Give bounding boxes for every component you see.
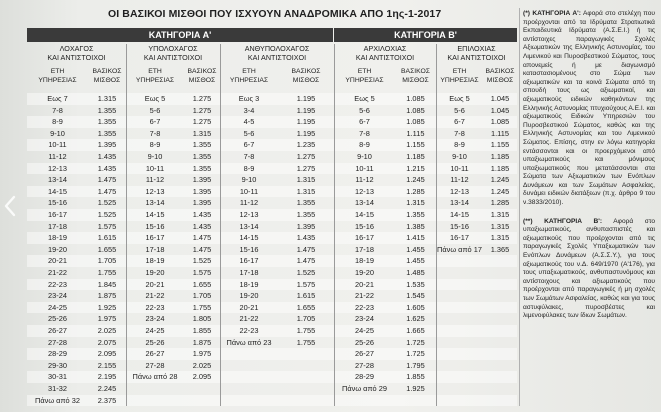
salary-cell: 1.315: [490, 233, 510, 243]
salary-cell: 1.235: [296, 140, 316, 150]
years-cell: 7-8: [243, 152, 255, 161]
column-header-years: ΕΤΗ ΥΠΗΡΕΣΙΑΣ: [345, 68, 384, 84]
salary-cell: 1.275: [192, 94, 212, 103]
salary-cell: 1.925: [406, 384, 425, 393]
years-cell: 16-17: [145, 233, 165, 243]
column-divider: [519, 8, 520, 406]
note-heading: (*) ΚΑΤΗΓΟΡΙΑ Α':: [523, 10, 581, 17]
years-cell: 20-21: [145, 279, 165, 289]
salary-cell: 1.395: [97, 140, 117, 150]
salary-cell: 1.195: [296, 94, 316, 103]
years-cell: Εως 7: [47, 94, 68, 103]
note-text: Αφορά στο στελέχη που προέρχονται από τα Ιδρύματα Στρατιωτικά Εκπαιδευτικά Ιδρύματα (Α.Σ.Ε.Ι.) ή τις αντίστοιχες παραγωγικές Σχολές Αξιωματικών της Ελληνικής Αστυνομίας, του Λιμενικού και Πυροσβεστικού Σώματος, τους απονεμείς ή με διαγωνισμό καταστασιομένους στο Σώμα των αξιωματικών και τα κοινά Σώματα από τη σπουδή τους ως αξιωματικοί, και αξιωματικούς ειδικών καθηκόντων της Ελληνικής Αστυνομίας πτυχιούχους Α.Ε.Ι. και αξιωματικούς Ειδικών Υπηρεσιών του Πυροσβεστικού Σώματος, καθώς και της Ελληνικής Αστυνομίας και του Λιμενικού Σώματος. Επίσης, στην εν λόγω κατηγορία εντάσσονται και οι προερχόμενοι από υπαξιωματικούς και μόνιμους υπαξιωματικούς που μετατάσσονται στα Σώματα των Αξιωματικών των Ενόπλων Δυνάμεων και των Σωμάτων Ασφαλείας, δυνάμει ειδικών διατάξεων (π.χ. άρθρο 9 του ν.3833/2010).: [523, 10, 655, 207]
years-cell: 29-30: [48, 360, 67, 370]
years-cell: 15-16: [239, 244, 259, 254]
years-cell: 7-8: [454, 128, 465, 138]
years-cell: Πάνω από 17: [437, 244, 482, 254]
salary-cell: 1.655: [192, 279, 212, 289]
salary-cell: 1.315: [192, 128, 212, 138]
salary-cell: 1.475: [192, 244, 212, 254]
salary-cell: 2.245: [97, 384, 117, 393]
salary-cell: 1.525: [192, 256, 212, 266]
salary-cell: 1.455: [406, 256, 425, 266]
salary-cell: 1.845: [97, 279, 117, 289]
years-cell: 9-10: [452, 152, 467, 161]
years-cell: 23-24: [145, 314, 165, 324]
salary-cell: 1.085: [406, 117, 425, 127]
salary-cell: 2.195: [97, 372, 117, 382]
note-category-b: [523, 218, 655, 321]
years-cell: 7-8: [149, 128, 161, 138]
salary-cell: 1.155: [490, 140, 510, 150]
salary-cell: 1.655: [296, 302, 316, 312]
salary-cell: 1.605: [406, 302, 425, 312]
note-text: Αφορά στο υπαξιωματικούς, ανθυπασπιστές και αξιωματικούς που προέρχονται από τις παραγωγικές Σχολές Υπαξιωματικών των Ενόπλων Δυνάμεων (Α.Σ.Σ.Υ.), για τους αξιωματικούς του ν.Δ. 649/1970 (Α'176), για τους υπαξιωματικούς, ανθυπαστυνόμους και αντίστοιχους και αξιωματικούς που προέρχονται από παραγωγικές ή μη σχολές των Σωμάτων Ασφαλείας, καθώς και για τους αστυφύλακες, πυροσβέστες και λιμενοφύλακες των ίδιων Σωμάτων.: [523, 217, 655, 320]
salary-cell: 1.435: [192, 210, 212, 219]
salary-cell: 1.525: [97, 198, 117, 208]
salary-cell: 1.725: [406, 349, 425, 359]
page-title: ΟΙ ΒΑΣΙΚΟΙ ΜΙΣΘΟΙ ΠΟΥ ΙΣΧΥΟΥΝ ΑΝΑΔΡΟΜΙΚΑ ΑΠΟ 1ης-1-2017: [108, 8, 442, 20]
years-cell: 12-13: [355, 186, 374, 196]
salary-cell: 1.315: [490, 210, 510, 219]
years-cell: 22-23: [355, 302, 374, 312]
salary-cell: 1.085: [490, 117, 510, 127]
years-cell: 6-7: [359, 117, 370, 127]
years-cell: 10-11: [48, 140, 67, 150]
years-cell: 14-15: [450, 210, 469, 219]
salary-cell: 1.195: [296, 105, 316, 115]
years-cell: 23-24: [48, 291, 67, 301]
years-cell: 10-11: [450, 163, 469, 173]
salary-cell: 1.315: [406, 198, 425, 208]
years-cell: 5-6: [149, 105, 161, 115]
years-cell: Εως 5: [144, 94, 166, 103]
salary-cell: 1.975: [192, 349, 212, 359]
years-cell: 21-22: [355, 291, 374, 301]
years-cell: 14-15: [355, 210, 374, 219]
years-cell: 19-20: [239, 291, 259, 301]
salary-cell: 1.085: [406, 94, 425, 103]
salary-cell: 1.475: [296, 256, 316, 266]
years-cell: 12-13: [239, 210, 259, 219]
years-cell: 18-19: [355, 256, 374, 266]
years-cell: 22-23: [145, 302, 165, 312]
salary-cell: 1.195: [296, 128, 316, 138]
years-cell: 5-6: [454, 105, 465, 115]
salary-cell: 1.755: [192, 302, 212, 312]
years-cell: Πάνω από 32: [35, 395, 80, 405]
years-cell: 6-7: [149, 117, 161, 127]
column-header-salary: ΒΑΣΙΚΟΣ ΜΙΣΘΟΣ: [92, 68, 122, 84]
years-cell: 8-9: [149, 140, 161, 150]
years-cell: 27-28: [48, 337, 67, 347]
note-heading: (**) ΚΑΤΗΓΟΡΙΑ Β':: [523, 217, 603, 225]
column-header-salary: ΒΑΣΙΚΟΣ ΜΙΣΘΟΣ: [291, 68, 321, 84]
salary-cell: 1.575: [192, 268, 212, 277]
category-a-header: ΚΑΤΗΓΟΡΙΑ Α': [27, 28, 333, 42]
salary-cell: 1.875: [192, 337, 212, 347]
years-cell: 14-15: [48, 186, 67, 196]
years-cell: 13-14: [239, 221, 259, 231]
salary-cell: 1.355: [406, 210, 425, 219]
years-cell: 17-18: [355, 244, 374, 254]
years-cell: 11-12: [145, 175, 165, 185]
salary-cell: 1.925: [97, 302, 117, 312]
years-cell: 15-16: [145, 221, 165, 231]
salary-cell: 1.435: [97, 163, 117, 173]
years-cell: 11-12: [355, 175, 374, 185]
salary-cell: 1.435: [97, 152, 117, 161]
salary-cell: 1.045: [490, 105, 510, 115]
salary-cell: 1.625: [406, 314, 425, 324]
salary-cell: 2.375: [97, 395, 117, 405]
years-cell: 28-29: [48, 349, 67, 359]
salary-cell: 1.525: [97, 210, 117, 219]
salary-cell: 1.395: [192, 198, 212, 208]
years-cell: 13-14: [450, 198, 469, 208]
salary-cell: 1.475: [97, 175, 117, 185]
salary-cell: 1.575: [296, 279, 316, 289]
salary-cell: 1.855: [406, 372, 425, 382]
years-cell: 7-8: [52, 105, 63, 115]
salary-cell: 1.475: [192, 233, 212, 243]
years-cell: 21-22: [145, 291, 165, 301]
years-cell: Πάνω από 28: [132, 372, 178, 382]
salary-cell: 1.655: [97, 244, 117, 254]
salary-cell: 1.475: [296, 244, 316, 254]
salary-cell: 1.365: [490, 244, 510, 254]
column-header-salary: ΒΑΣΙΚΟΣ ΜΙΣΘΟΣ: [401, 68, 430, 84]
years-cell: 25-26: [48, 314, 67, 324]
salary-cell: 1.355: [296, 198, 316, 208]
note-category-a: [523, 10, 655, 208]
rank-header: ΕΠΙΛΟΧΙΑΣ ΚΑΙ ΑΝΤΙΣΤΟΙΧΟΙ: [447, 44, 506, 62]
years-cell: 17-18: [48, 221, 67, 231]
years-cell: 17-18: [145, 244, 165, 254]
years-cell: 15-16: [450, 221, 469, 231]
salary-cell: 1.355: [296, 210, 316, 219]
salary-cell: 1.665: [406, 326, 425, 335]
salary-cell: 1.875: [97, 291, 117, 301]
years-cell: 21-22: [239, 314, 259, 324]
years-cell: 14-15: [145, 210, 165, 219]
salary-cell: 1.215: [406, 163, 425, 173]
years-cell: 19-20: [145, 268, 165, 277]
years-cell: 9-10: [241, 175, 257, 185]
years-cell: 10-11: [145, 163, 165, 173]
years-cell: 8-9: [359, 140, 370, 150]
years-cell: 3-4: [243, 105, 255, 115]
salary-cell: 1.395: [192, 175, 212, 185]
years-cell: 12-13: [48, 163, 67, 173]
years-cell: 26-27: [355, 349, 374, 359]
years-cell: 18-19: [239, 279, 259, 289]
years-cell: 26-27: [48, 326, 67, 335]
years-cell: 18-19: [145, 256, 165, 266]
years-cell: 15-16: [355, 221, 374, 231]
salary-cell: 1.395: [296, 221, 316, 231]
salary-cell: 1.725: [406, 337, 425, 347]
column-header-years: ΕΤΗ ΥΠΗΡΕΣΙΑΣ: [38, 68, 77, 84]
years-cell: 25-26: [145, 337, 165, 347]
years-cell: 10-11: [239, 186, 259, 196]
years-cell: 7-8: [359, 128, 370, 138]
salary-cell: 1.975: [97, 314, 117, 324]
years-cell: 16-17: [450, 233, 469, 243]
salary-cell: 1.195: [296, 117, 316, 127]
salary-cell: 1.525: [296, 268, 316, 277]
years-cell: 20-21: [355, 279, 374, 289]
salary-cell: 1.185: [490, 163, 510, 173]
salary-cell: 1.805: [192, 314, 212, 324]
years-cell: Εως 5: [354, 94, 375, 103]
years-cell: 21-22: [48, 268, 67, 277]
salary-cell: 1.705: [97, 256, 117, 266]
rank-header: ΥΠΟΛΟΧΑΓΟΣ ΚΑΙ ΑΝΤΙΣΤΟΙΧΟΙ: [143, 44, 203, 62]
years-cell: 12-13: [145, 186, 165, 196]
years-cell: 16-17: [48, 210, 67, 219]
salary-cell: 1.535: [406, 279, 425, 289]
salary-cell: 1.485: [406, 268, 425, 277]
years-cell: 11-12: [239, 198, 259, 208]
salary-cell: 1.575: [97, 221, 117, 231]
salary-cell: 1.415: [406, 233, 425, 243]
salary-cell: 1.705: [192, 291, 212, 301]
years-cell: 6-7: [454, 117, 465, 127]
years-cell: 11-12: [48, 152, 67, 161]
years-cell: 8-9: [243, 163, 255, 173]
years-cell: 26-27: [145, 349, 165, 359]
years-cell: 8-9: [52, 117, 63, 127]
salary-cell: 1.355: [97, 128, 117, 138]
years-cell: 10-11: [355, 163, 374, 173]
years-cell: Πάνω από 29: [342, 384, 387, 393]
salary-cell: 1.315: [490, 221, 510, 231]
years-cell: 24-25: [355, 326, 374, 335]
salary-cell: 1.045: [490, 94, 510, 103]
salary-cell: 1.115: [491, 128, 509, 138]
salary-cell: 1.355: [192, 140, 212, 150]
salary-cell: 2.095: [97, 349, 117, 359]
years-cell: 8-9: [454, 140, 465, 150]
column-header-salary: ΒΑΣΙΚΟΣ ΜΙΣΘΟΣ: [187, 68, 217, 84]
years-cell: 19-20: [355, 268, 374, 277]
salary-cell: 1.475: [97, 186, 117, 196]
salary-cell: 1.275: [192, 105, 212, 115]
years-cell: Πάνω από 23: [226, 337, 272, 347]
salary-cell: 1.755: [296, 337, 316, 347]
salary-cell: 1.115: [406, 128, 425, 138]
years-cell: 19-20: [48, 244, 67, 254]
column-header-years: ΕΤΗ ΥΠΗΡΕΣΙΑΣ: [440, 68, 479, 84]
years-cell: 5-6: [359, 105, 370, 115]
years-cell: 13-14: [355, 198, 374, 208]
salary-cell: 1.855: [192, 326, 212, 335]
years-cell: 20-21: [48, 256, 67, 266]
salary-cell: 1.275: [296, 152, 316, 161]
salary-cell: 1.705: [296, 314, 316, 324]
years-cell: 25-26: [355, 337, 374, 347]
salary-cell: 1.755: [97, 268, 117, 277]
salary-cell: 1.435: [192, 221, 212, 231]
salary-cell: 1.315: [296, 175, 316, 185]
rank-header: ΑΝΘΥΠΟΛΟΧΑΓΟΣ ΚΑΙ ΑΝΤΙΣΤΟΙΧΟΙ: [244, 44, 310, 62]
salary-cell: 1.285: [406, 186, 425, 196]
salary-cell: 1.355: [192, 163, 212, 173]
salary-cell: 1.245: [406, 175, 425, 185]
years-cell: 30-31: [48, 372, 67, 382]
salary-cell: 1.245: [490, 175, 510, 185]
footnotes: [523, 10, 655, 410]
salary-cell: 1.355: [97, 117, 117, 127]
years-cell: 27-28: [145, 360, 165, 370]
salary-cell: 2.025: [97, 326, 117, 335]
salary-cell: 1.355: [192, 152, 212, 161]
column-header-years: ΕΤΗ ΥΠΗΡΕΣΙΑΣ: [135, 68, 175, 84]
years-cell: 22-23: [239, 326, 259, 335]
salary-cell: 1.315: [296, 186, 316, 196]
salary-cell: 1.185: [490, 152, 510, 161]
years-cell: 24-25: [48, 302, 67, 312]
salary-cell: 1.455: [406, 244, 425, 254]
years-cell: 31-32: [48, 384, 67, 393]
years-cell: 27-28: [355, 360, 374, 370]
salary-cell: 2.025: [192, 360, 212, 370]
salary-cell: 1.755: [296, 326, 316, 335]
years-cell: 24-25: [145, 326, 165, 335]
chevron-left-icon[interactable]: [2, 195, 18, 217]
years-cell: 13-14: [48, 175, 67, 185]
salary-cell: 1.615: [296, 291, 316, 301]
years-cell: Εως 3: [238, 94, 260, 103]
salary-cell: 1.085: [406, 105, 425, 115]
salary-cell: 2.095: [192, 372, 212, 382]
years-cell: 15-16: [48, 198, 67, 208]
salary-cell: 1.395: [192, 186, 212, 196]
years-cell: 17-18: [239, 268, 259, 277]
rank-header: ΑΡΧΙΛΟΧΙΑΣ ΚΑΙ ΑΝΤΙΣΤΟΙΧΟΙ: [355, 44, 415, 62]
salary-cell: 1.285: [490, 198, 510, 208]
years-cell: 20-21: [239, 302, 259, 312]
salary-cell: 1.245: [490, 186, 510, 196]
years-cell: 23-24: [355, 314, 374, 324]
salary-cell: 1.355: [97, 105, 117, 115]
salary-cell: 1.275: [296, 163, 316, 173]
years-cell: 16-17: [355, 233, 374, 243]
column-header-years: ΕΤΗ ΥΠΗΡΕΣΙΑΣ: [229, 68, 269, 84]
years-cell: 6-7: [243, 140, 255, 150]
years-cell: 4-5: [243, 117, 255, 127]
years-cell: 12-13: [450, 186, 469, 196]
salary-cell: 1.275: [192, 117, 212, 127]
years-cell: Εως 5: [449, 94, 470, 103]
salary-cell: 2.075: [97, 337, 117, 347]
years-cell: 18-19: [48, 233, 67, 243]
salary-cell: 1.795: [406, 360, 425, 370]
salary-cell: 1.185: [406, 152, 425, 161]
years-cell: 13-14: [145, 198, 165, 208]
salary-cell: 1.615: [97, 233, 117, 243]
salary-cell: 1.155: [406, 140, 425, 150]
salary-cell: 1.315: [97, 94, 117, 103]
salary-cell: 1.545: [406, 291, 425, 301]
salary-cell: 1.385: [406, 221, 425, 231]
years-cell: 9-10: [50, 128, 65, 138]
years-cell: 9-10: [357, 152, 372, 161]
years-cell: 22-23: [48, 279, 67, 289]
salary-cell: 2.155: [97, 360, 117, 370]
years-cell: 5-6: [243, 128, 255, 138]
rank-header: ΛΟΧΑΓΟΣ ΚΑΙ ΑΝΤΙΣΤΟΙΧΟΙ: [47, 44, 106, 62]
category-b-header: ΚΑΤΗΓΟΡΙΑ Β': [334, 28, 517, 42]
years-cell: 14-15: [239, 233, 259, 243]
salary-cell: 1.435: [296, 233, 316, 243]
column-header-salary: ΒΑΣΙΚΟΣ ΜΙΣΘΟΣ: [485, 68, 515, 84]
years-cell: 9-10: [147, 152, 163, 161]
years-cell: 16-17: [239, 256, 259, 266]
years-cell: 11-12: [450, 175, 469, 185]
years-cell: 28-29: [355, 372, 374, 382]
